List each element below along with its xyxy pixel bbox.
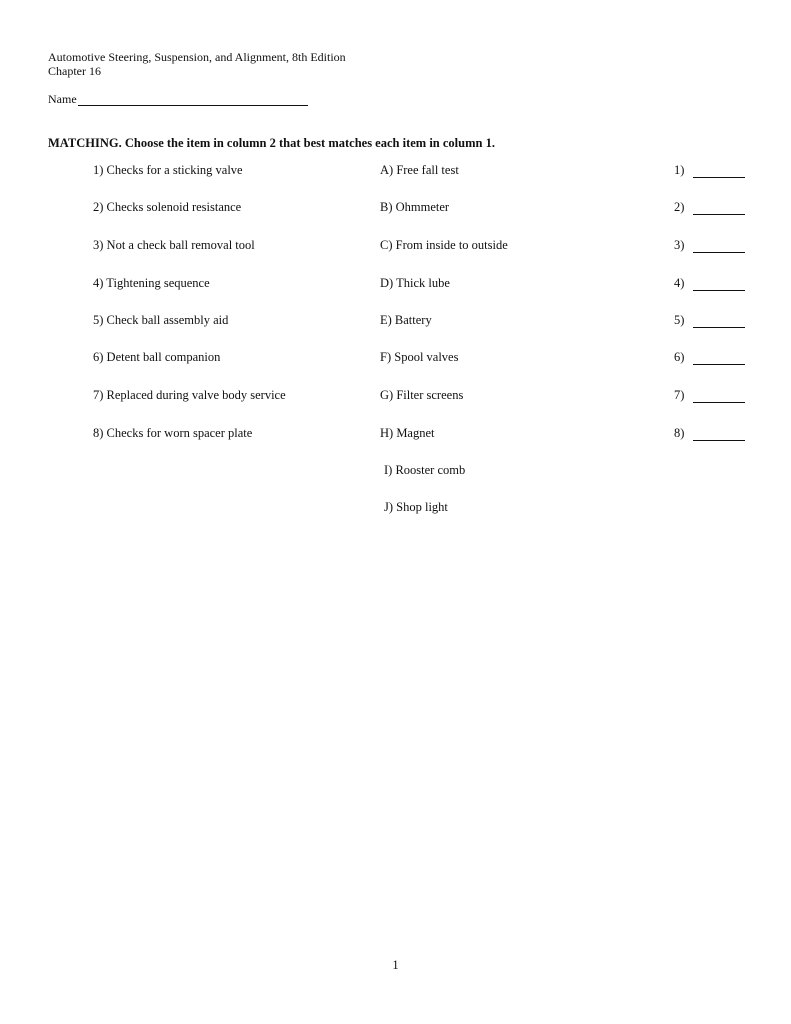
matching-row bbox=[0, 238, 791, 256]
answer-number: 8) bbox=[674, 426, 685, 440]
answer-number: 6) bbox=[674, 350, 685, 364]
question-item: 8) Checks for worn spacer plate bbox=[93, 426, 253, 440]
answer-option: J) Shop light bbox=[384, 500, 448, 514]
question-item: 5) Check ball assembly aid bbox=[93, 313, 229, 327]
answer-option: H) Magnet bbox=[380, 426, 435, 440]
matching-row bbox=[0, 388, 791, 406]
matching-row bbox=[0, 313, 791, 331]
answer-option: B) Ohmmeter bbox=[380, 200, 450, 214]
matching-row bbox=[0, 426, 791, 444]
matching-instructions: MATCHING. Choose the item in column 2 that best matches each item in column 1. bbox=[48, 136, 495, 150]
chapter-label: Chapter 16 bbox=[48, 64, 101, 78]
answer-blank[interactable] bbox=[693, 402, 745, 403]
answer-blank[interactable] bbox=[693, 252, 745, 253]
answer-option: D) Thick lube bbox=[380, 276, 450, 290]
question-item: 3) Not a check ball removal tool bbox=[93, 238, 255, 252]
answer-blank[interactable] bbox=[693, 364, 745, 365]
matching-row bbox=[0, 200, 791, 218]
answer-option: C) From inside to outside bbox=[380, 238, 508, 252]
name-blank-line[interactable] bbox=[78, 94, 308, 106]
answer-number: 7) bbox=[674, 388, 685, 402]
page-number: 1 bbox=[392, 958, 399, 972]
answer-option: F) Spool valves bbox=[380, 350, 459, 364]
question-item: 7) Replaced during valve body service bbox=[93, 388, 286, 402]
name-field-row bbox=[48, 92, 308, 106]
matching-row bbox=[0, 276, 791, 294]
answer-blank[interactable] bbox=[693, 177, 745, 178]
answer-option: G) Filter screens bbox=[380, 388, 464, 402]
answer-option: E) Battery bbox=[380, 313, 432, 327]
answer-blank[interactable] bbox=[693, 440, 745, 441]
matching-row bbox=[0, 463, 791, 481]
answer-blank[interactable] bbox=[693, 214, 745, 215]
answer-number: 2) bbox=[674, 200, 685, 214]
book-title: Automotive Steering, Suspension, and Alignment, 8th Edition bbox=[48, 50, 346, 64]
answer-blank[interactable] bbox=[693, 290, 745, 291]
matching-row bbox=[0, 350, 791, 368]
name-label: Name bbox=[48, 92, 77, 106]
answer-number: 1) bbox=[674, 163, 685, 177]
question-item: 1) Checks for a sticking valve bbox=[93, 163, 243, 177]
answer-option: I) Rooster comb bbox=[384, 463, 466, 477]
matching-row bbox=[0, 500, 791, 518]
answer-option: A) Free fall test bbox=[380, 163, 459, 177]
answer-number: 5) bbox=[674, 313, 685, 327]
question-item: 6) Detent ball companion bbox=[93, 350, 221, 364]
answer-number: 4) bbox=[674, 276, 685, 290]
answer-blank[interactable] bbox=[693, 327, 745, 328]
answer-number: 3) bbox=[674, 238, 685, 252]
question-item: 2) Checks solenoid resistance bbox=[93, 200, 242, 214]
question-item: 4) Tightening sequence bbox=[93, 276, 210, 290]
matching-row bbox=[0, 163, 791, 181]
